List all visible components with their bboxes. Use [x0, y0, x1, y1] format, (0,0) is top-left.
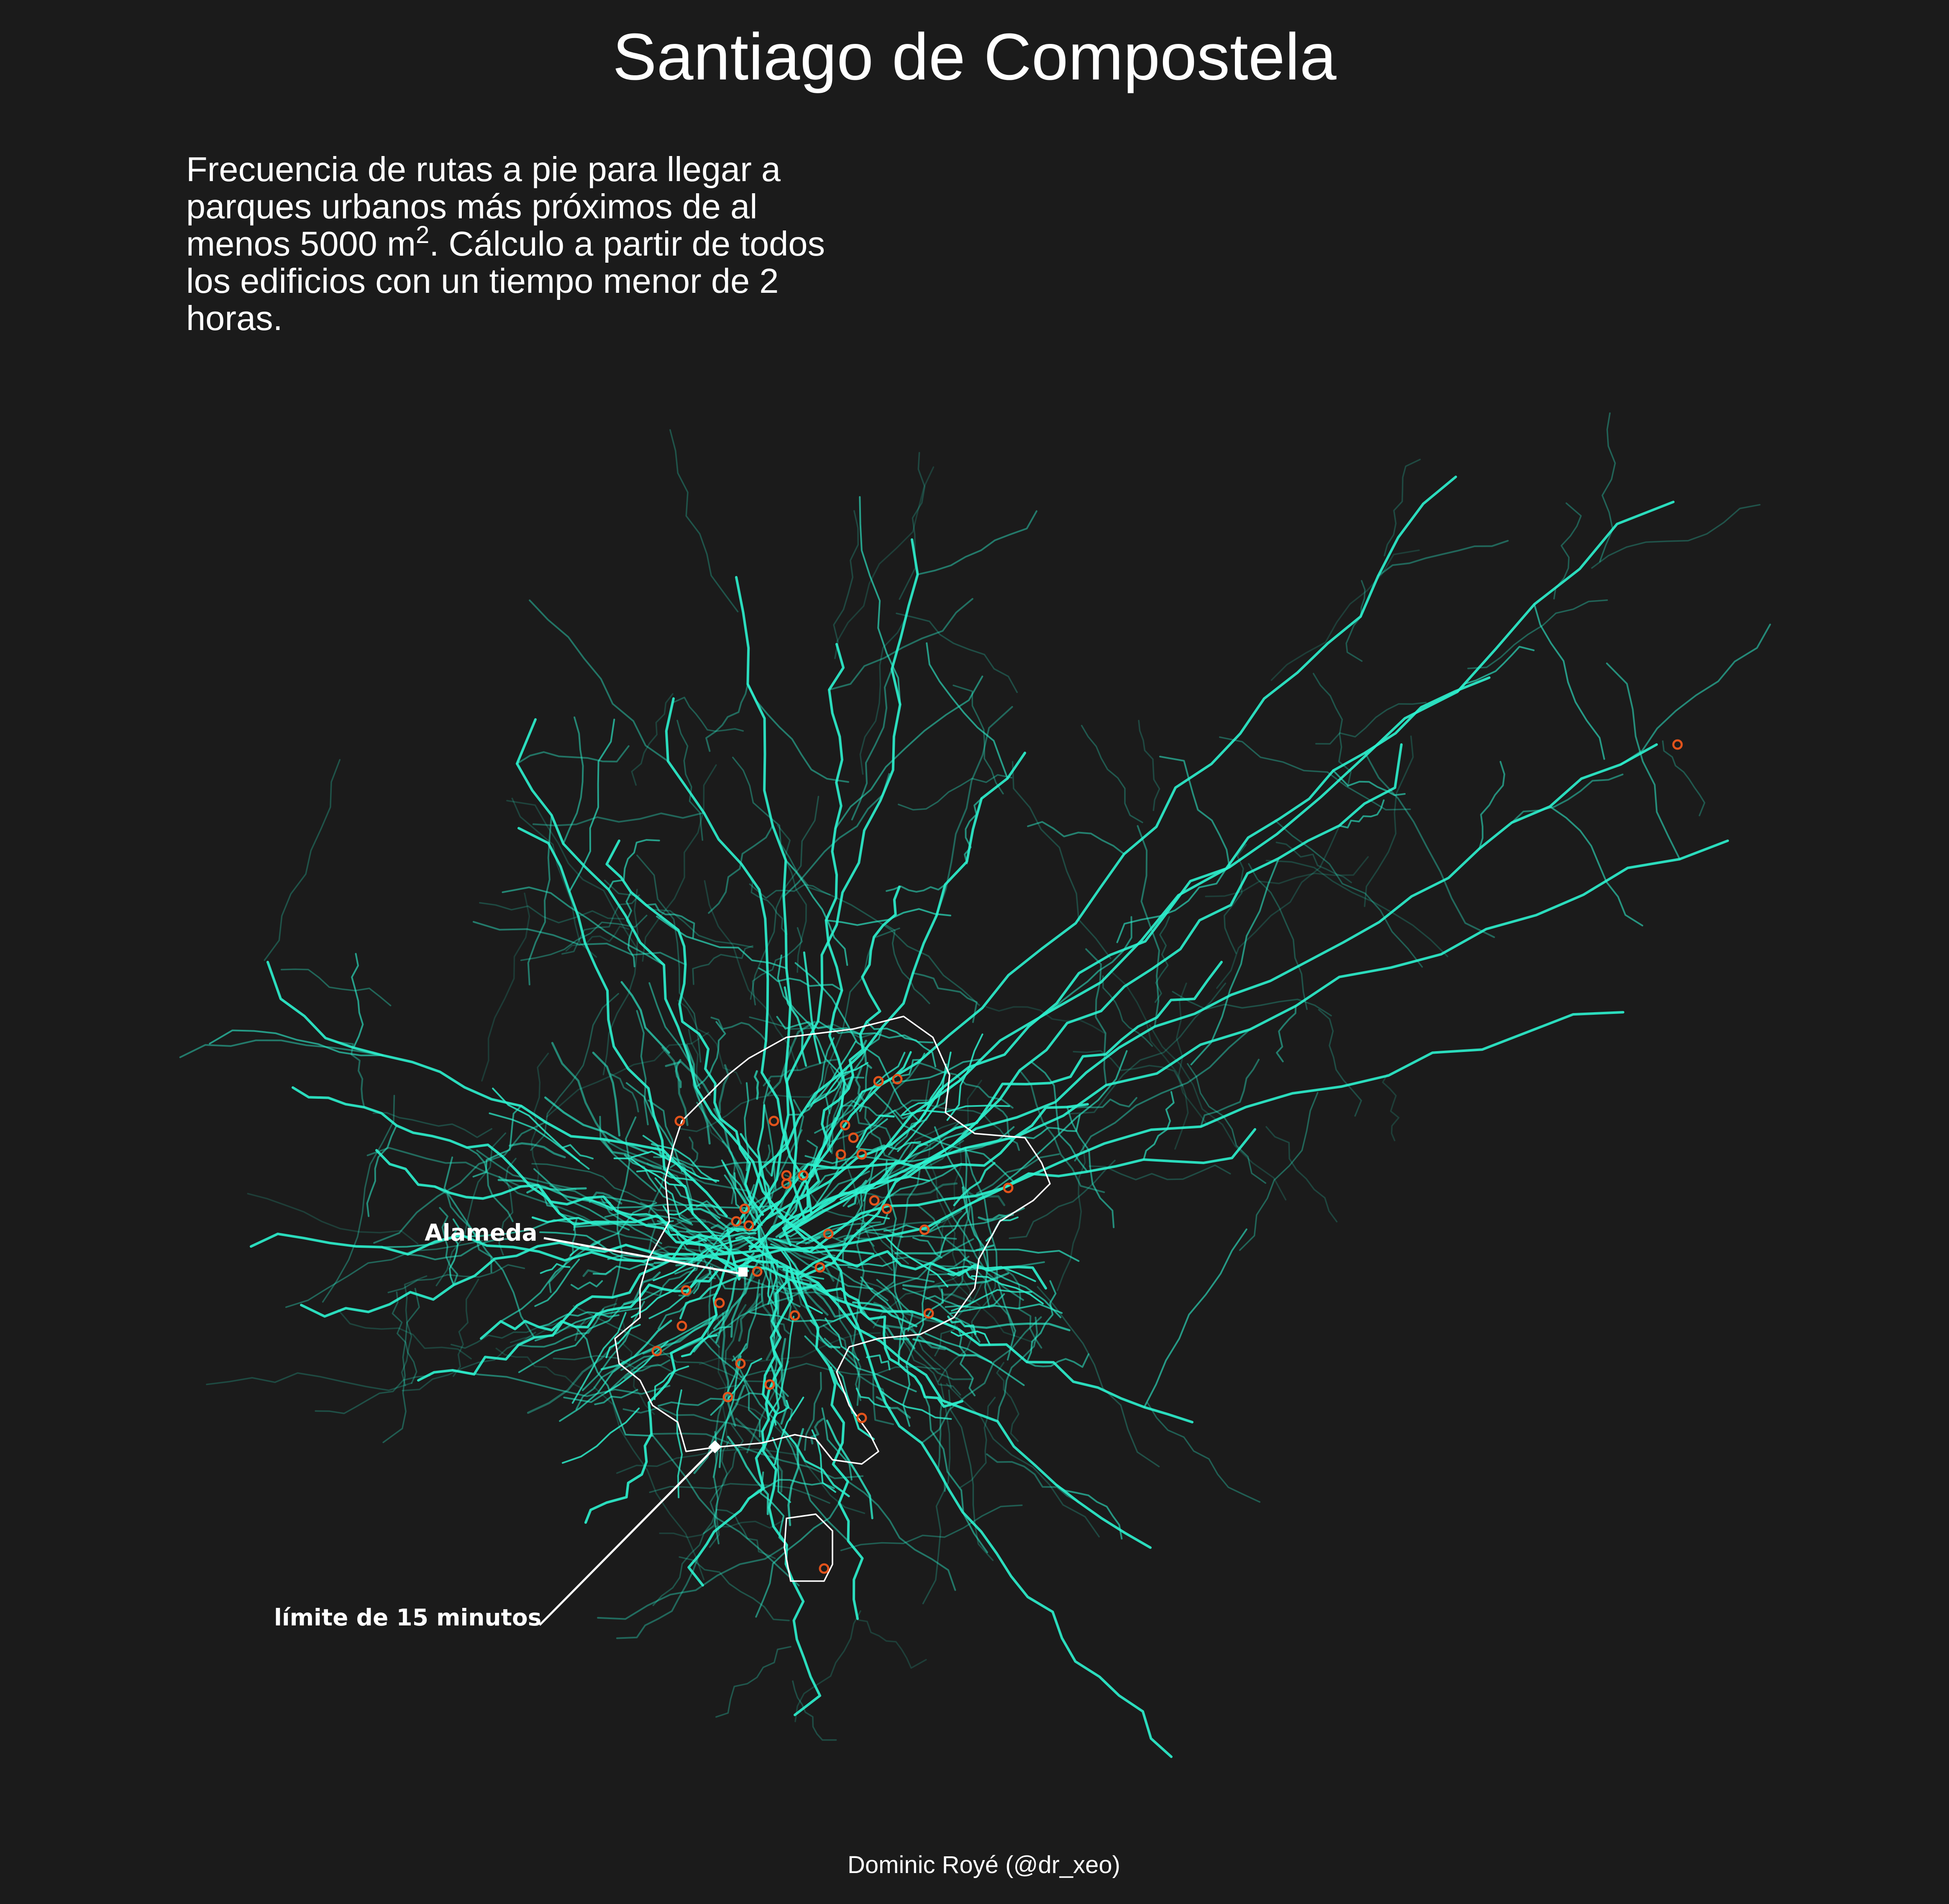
routes-main-layer	[251, 477, 1728, 1757]
route-faint	[953, 686, 1003, 794]
route-core	[895, 1246, 993, 1254]
route-faint	[716, 1647, 791, 1717]
route-core	[874, 1303, 957, 1327]
park-marker	[1673, 740, 1682, 749]
route-core	[966, 1324, 1070, 1331]
route-branch	[658, 1393, 763, 1406]
park-marker	[820, 1564, 828, 1573]
subtitle-line-2: parques urbanos más próximos de al	[186, 187, 758, 226]
route-faint	[1037, 1287, 1159, 1467]
route-artery	[801, 745, 1401, 1277]
route-faint	[660, 1520, 783, 1537]
route-branch	[848, 1482, 955, 1590]
route-faint	[795, 1611, 861, 1722]
route-faint	[1271, 550, 1419, 680]
route-branch	[913, 973, 977, 1022]
route-faint	[1009, 1160, 1115, 1238]
route-core	[663, 1048, 688, 1125]
subtitle-line-1: Frecuencia de rutas a pie para llegar a	[186, 150, 781, 189]
route-branch	[598, 1545, 787, 1619]
route-core	[804, 952, 820, 1063]
route-artery	[763, 1281, 820, 1715]
route-core	[831, 1367, 873, 1439]
route-branch	[937, 707, 1012, 915]
park-marker	[715, 1299, 724, 1307]
map-subtitle	[186, 151, 897, 337]
routes-faint-layer	[180, 413, 1770, 1740]
route-branch	[829, 599, 973, 690]
route-branch	[748, 684, 848, 782]
route-branch	[712, 1018, 766, 1041]
route-branch	[352, 954, 363, 1048]
route-core	[977, 1249, 1079, 1261]
route-branch	[1365, 753, 1494, 937]
route-faint	[338, 1310, 471, 1359]
route-core	[535, 1259, 579, 1306]
route-core	[584, 1270, 611, 1276]
route-branch	[1479, 762, 1504, 849]
route-faint	[1592, 505, 1760, 568]
route-branch	[1534, 604, 1604, 759]
route-branch	[1201, 1059, 1259, 1126]
route-faint	[858, 1620, 926, 1668]
route-faint	[834, 511, 858, 658]
route-faint	[323, 1095, 394, 1302]
route-branch	[1028, 822, 1124, 854]
route-faint	[1139, 721, 1160, 810]
route-faint	[594, 1387, 704, 1579]
route-faint	[603, 890, 638, 1075]
route-faint	[717, 1510, 775, 1558]
route-faint	[1111, 971, 1208, 1125]
route-branch	[1144, 1229, 1247, 1407]
route-branch	[624, 1408, 763, 1432]
route-branch	[987, 1454, 1078, 1502]
alameda-label: Alameda	[425, 1219, 538, 1246]
route-branch	[1621, 624, 1770, 765]
route-branch	[617, 1556, 699, 1638]
route-artery	[666, 699, 811, 1212]
route-faint	[1220, 737, 1410, 810]
route-faint	[753, 928, 802, 1005]
park-marker	[870, 1196, 878, 1205]
route-faint	[1013, 762, 1111, 958]
route-faint	[1319, 1010, 1362, 1116]
subtitle-line-3b: . Cálculo a partir de todos	[429, 224, 825, 263]
route-faint	[1249, 864, 1307, 1009]
route-branch	[517, 746, 629, 764]
route-branch	[1144, 1092, 1174, 1160]
route-branch	[998, 1318, 1037, 1421]
route-faint	[823, 928, 899, 1088]
route-branch	[886, 885, 945, 892]
route-core	[768, 1022, 815, 1095]
park-marker	[770, 1117, 778, 1125]
route-branch	[533, 813, 704, 826]
route-faint	[837, 467, 934, 642]
route-faint	[899, 453, 925, 599]
route-core	[510, 1143, 565, 1157]
route-faint	[1082, 726, 1142, 823]
route-faint	[482, 893, 530, 1081]
route-branch	[826, 909, 950, 925]
route-faint	[949, 1390, 993, 1561]
route-faint	[1365, 736, 1413, 906]
route-core	[720, 1065, 728, 1113]
route-faint	[670, 430, 738, 612]
route-faint	[1600, 413, 1615, 562]
subtitle-line-4: los edificios con un tiempo menor de 2	[186, 261, 779, 300]
subtitle-superscript: 2	[416, 221, 430, 248]
route-faint	[264, 760, 340, 960]
route-branch	[367, 1126, 397, 1216]
route-faint	[1276, 842, 1351, 883]
route-artery	[517, 719, 805, 1239]
route-faint	[1266, 1127, 1337, 1222]
route-core	[571, 1281, 602, 1289]
limit-leader-line	[540, 1447, 715, 1625]
route-faint	[1384, 459, 1420, 555]
route-faint	[841, 1505, 1022, 1551]
route-branch	[1160, 757, 1229, 867]
route-faint	[383, 1289, 419, 1443]
route-faint	[986, 1007, 1104, 1033]
route-core	[755, 1071, 758, 1099]
route-branch	[918, 511, 1037, 574]
route-branch	[1607, 663, 1680, 859]
route-branch	[942, 1204, 970, 1302]
subtitle-line-3a: menos 5000 m	[186, 224, 416, 263]
route-core	[643, 1136, 716, 1182]
route-branch	[1378, 541, 1508, 576]
route-core	[632, 1268, 695, 1317]
author-caption: Dominic Royé (@dr_xeo)	[848, 1851, 1120, 1878]
route-core	[903, 1273, 1008, 1287]
route-faint	[1188, 1064, 1265, 1183]
route-branch	[733, 1356, 848, 1541]
fifteen-minute-limit-label: límite de 15 minutos	[274, 1604, 542, 1631]
route-branch	[927, 643, 1007, 778]
route-core	[914, 1339, 991, 1362]
route-branch	[764, 1059, 839, 1085]
route-faint	[453, 1280, 479, 1376]
subtitle-line-5: horas.	[186, 299, 283, 338]
route-faint	[480, 903, 624, 923]
route-branch	[453, 1370, 670, 1396]
route-faint	[896, 613, 1017, 692]
route-branch	[1550, 806, 1642, 926]
route-core	[666, 1062, 710, 1095]
route-branch	[759, 968, 842, 990]
route-faint	[1383, 1075, 1398, 1141]
map-title: Santiago de Compostela	[612, 20, 1337, 94]
park-marker	[678, 1322, 686, 1330]
route-faint	[282, 969, 391, 1006]
route-faint	[1147, 1403, 1260, 1502]
route-artery	[268, 962, 727, 1216]
route-core	[563, 1408, 639, 1463]
route-artery	[780, 841, 1728, 1237]
route-branch	[530, 600, 668, 761]
route-faint	[207, 1373, 412, 1391]
park-marker	[791, 1311, 799, 1320]
route-branch	[1075, 1029, 1250, 1161]
route-faint	[1663, 741, 1705, 816]
route-faint	[531, 994, 618, 1150]
route-faint	[1316, 703, 1426, 744]
route-branch	[852, 669, 892, 820]
route-artery	[796, 745, 1657, 1227]
alameda-marker	[738, 1267, 748, 1277]
route-faint	[1314, 673, 1351, 786]
route-faint	[1275, 821, 1422, 967]
route-branch	[706, 684, 748, 751]
